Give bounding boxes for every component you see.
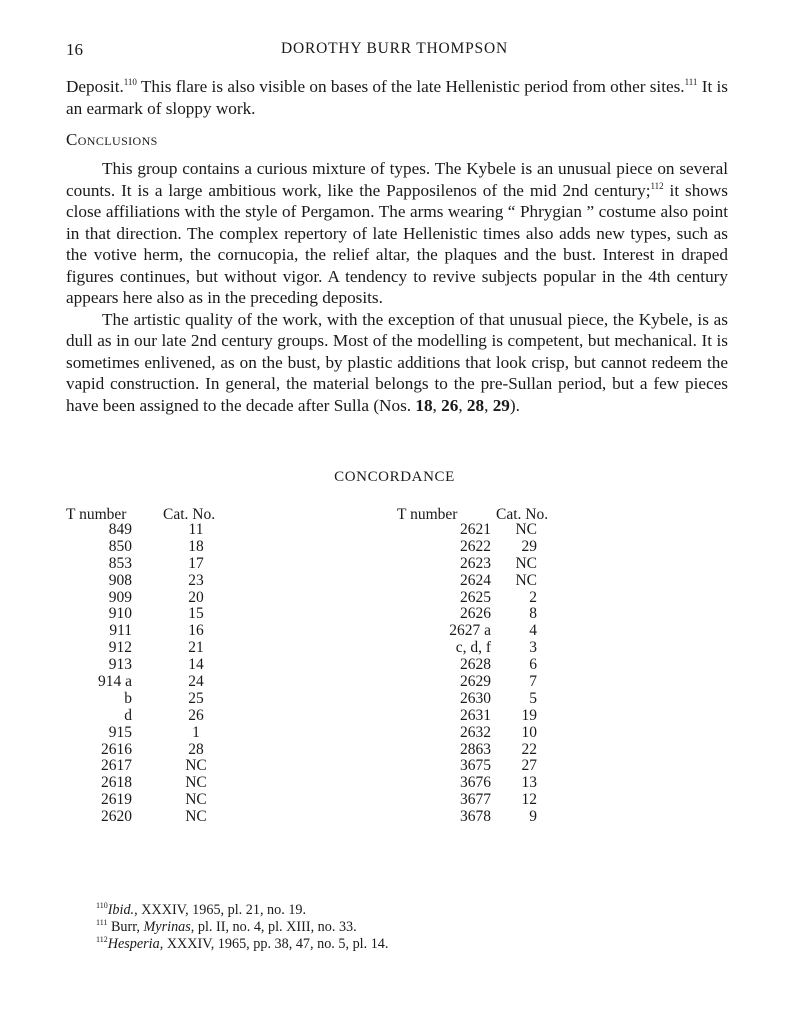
- separator: ,: [432, 395, 442, 415]
- page-number: 16: [66, 40, 83, 59]
- concordance-cat-no: 18: [188, 537, 204, 555]
- catalog-number: 26: [441, 395, 459, 415]
- footnote-number: 112: [96, 935, 108, 944]
- concordance-cat-no: 25: [188, 689, 204, 707]
- footnote-ref-111: 111: [684, 77, 698, 87]
- concordance-cat-no: 6: [529, 656, 537, 674]
- concordance-t-number: 911: [109, 622, 132, 640]
- conclusions-body: [66, 158, 728, 416]
- concordance-cat-no: 16: [188, 622, 204, 640]
- footnotes: [96, 902, 388, 953]
- footnote-number: 110: [96, 901, 108, 910]
- paragraph-continuation: [66, 76, 728, 119]
- catalog-number: 28: [466, 395, 485, 415]
- concordance-cat-no: 15: [188, 605, 204, 623]
- footnote-ref-112: 112: [650, 180, 664, 191]
- concordance-cat-no: 2: [529, 588, 537, 606]
- concordance-cat-no: 10: [521, 723, 537, 741]
- concordance-cat-no: 7: [529, 673, 537, 691]
- footnote-number: 111: [96, 918, 108, 927]
- paragraph-1: [66, 158, 728, 309]
- paragraph-text: This flare is also visible on bases of the late Hellenistic period from other sites.: [136, 77, 685, 96]
- concordance-t-number: 849: [108, 521, 132, 538]
- concordance-cat-no: NC: [185, 808, 207, 826]
- concordance-cat-no: 14: [188, 656, 204, 674]
- concordance-t-number: 914 a: [97, 673, 132, 691]
- concordance-cat-no: 13: [521, 774, 537, 792]
- concordance-cat-no: NC: [515, 571, 537, 589]
- right-header-cat-no: Cat. No.: [496, 506, 549, 523]
- paragraph-2: [66, 309, 728, 417]
- catalog-number: 18: [415, 395, 433, 415]
- concordance-cat-no: 4: [529, 622, 537, 640]
- concordance-t-number: 2622: [460, 537, 491, 555]
- concordance-t-number: 2620: [101, 808, 132, 826]
- footnote-text: Burr,: [107, 919, 144, 935]
- concordance-cat-no: 26: [188, 706, 204, 724]
- concordance-t-number: b: [124, 689, 132, 707]
- concordance-cat-no: 9: [529, 808, 537, 826]
- right-cat-no-column: [488, 522, 537, 826]
- right-header-t-number: T number: [397, 506, 458, 523]
- concordance-cat-no: NC: [515, 554, 537, 572]
- concordance-t-number: 2621: [460, 521, 491, 538]
- concordance-cat-no: 12: [521, 791, 537, 809]
- concordance-title: CONCORDANCE: [334, 469, 455, 485]
- running-head: DOROTHY BURR THOMPSON: [281, 40, 508, 57]
- concordance-cat-no: NC: [515, 521, 537, 538]
- concordance-cat-no: 3: [529, 639, 537, 657]
- concordance-t-number: 2629: [460, 673, 491, 691]
- concordance-t-number: 2626: [460, 605, 491, 623]
- concordance-t-number: 909: [108, 588, 132, 606]
- paragraph-text: Deposit.: [66, 77, 124, 96]
- concordance-t-number: 2625: [460, 588, 491, 606]
- concordance-cat-no: NC: [185, 791, 207, 809]
- concordance-t-number: 912: [108, 639, 132, 657]
- left-cat-no-column: [170, 522, 222, 826]
- footnote-text: , pl. II, no. 4, pl. XIII, no. 33.: [190, 919, 357, 935]
- concordance-cat-no: 28: [188, 740, 204, 758]
- concordance-t-number: 2631: [460, 706, 491, 724]
- footnote-110: [96, 902, 388, 919]
- concordance-t-number: 2618: [101, 774, 132, 792]
- concordance-t-number: 2630: [460, 689, 491, 707]
- concordance-t-number: 850: [108, 537, 132, 555]
- concordance-t-number: 2624: [460, 571, 491, 589]
- concordance-cat-no: 29: [521, 537, 537, 555]
- footnote-italic: Ibid.: [107, 902, 135, 918]
- paragraph-text: It is an earmark of sloppy work.: [66, 77, 728, 118]
- concordance-t-number: d: [124, 706, 132, 724]
- footnote-text: , XXXIV, 1965, pl. 21, no. 19.: [134, 902, 307, 918]
- concordance-t-number: c, d, f: [455, 639, 491, 657]
- footnote-111: [96, 919, 388, 936]
- concordance-t-number: 3677: [460, 791, 491, 809]
- concordance-cat-no: 27: [521, 757, 537, 775]
- separator: ,: [484, 395, 493, 415]
- concordance-t-number: 915: [108, 723, 132, 741]
- concordance-t-number: 2617: [101, 757, 132, 775]
- paragraph-end: ).: [509, 395, 520, 415]
- concordance-t-number: 2627 a: [449, 622, 491, 640]
- footnote-112: [96, 936, 388, 953]
- concordance-cat-no: NC: [185, 757, 207, 775]
- concordance-cat-no: 21: [188, 639, 204, 657]
- footnote-text: , XXXIV, 1965, pp. 38, 47, no. 5, pl. 14.: [159, 936, 389, 952]
- concordance-t-number: 3678: [460, 808, 491, 826]
- section-heading-conclusions: Conclusions: [66, 130, 158, 149]
- concordance-cat-no: NC: [185, 774, 207, 792]
- concordance-cat-no: 8: [529, 605, 537, 623]
- concordance-t-number: 3676: [460, 774, 491, 792]
- concordance-t-number: 913: [108, 656, 132, 674]
- concordance-cat-no: 22: [521, 740, 537, 758]
- paragraph-text: The artistic quality of the work, with the exception of that unusual piece, the Kybele, is as dull as in our late 2nd century groups. Most of the modelling is competent, but mechanical. It is sometimes enlivened, as on the bust, by plastic additions that look crisp, but cannot redeem the vapid construction. In general, the material belongs to the pre-Sullan period, but a few pieces have been assigned to the decade after Sulla (Nos.: [66, 309, 728, 415]
- concordance-t-number: 2863: [460, 740, 491, 758]
- left-t-number-column: [60, 522, 132, 826]
- concordance-t-number: 910: [108, 605, 132, 623]
- concordance-t-number: 2623: [460, 554, 491, 572]
- left-header-cat-no: Cat. No.: [163, 506, 216, 523]
- concordance-cat-no: 1: [192, 723, 200, 741]
- concordance-t-number: 2632: [460, 723, 491, 741]
- concordance-cat-no: 19: [521, 706, 537, 724]
- concordance-cat-no: 5: [529, 689, 537, 707]
- concordance-t-number: 3675: [460, 757, 491, 775]
- footnote-ref-110: 110: [123, 77, 137, 87]
- concordance-t-number: 908: [108, 571, 132, 589]
- concordance-cat-no: 17: [188, 554, 204, 572]
- concordance-cat-no: 11: [188, 521, 204, 538]
- footnote-italic: Hesperia: [107, 936, 160, 952]
- paragraph-text: it shows close affiliations with the style of Pergamon. The arms wearing “ Phrygian ” costume also point in that direction. The complex repertory of late Hellenistic times also adds new types, such as the votive herm, the cornucopia, the relief altar, the plaques and the bust. Interest in draped figures continues, but without vigor. A tendency to revive subjects popular in the 4th century appears here also as in the preceding deposits.: [66, 180, 728, 307]
- concordance-t-number: 2619: [101, 791, 132, 809]
- concordance-t-number: 2628: [460, 656, 491, 674]
- concordance-cat-no: 23: [188, 571, 204, 589]
- footnote-italic: Myrinas: [143, 919, 191, 935]
- paragraph-text: This group contains a curious mixture of types. The Kybele is an unusual piece on several counts. It is a large ambitious work, like the Papposilenos of the mid 2nd century;: [66, 159, 728, 200]
- left-header-t-number: T number: [66, 506, 127, 523]
- concordance-cat-no: 24: [188, 673, 204, 691]
- separator: ,: [458, 395, 467, 415]
- concordance-cat-no: 20: [188, 588, 204, 606]
- concordance-t-number: 853: [108, 554, 132, 572]
- catalog-number: 29: [492, 395, 510, 415]
- right-t-number-column: [392, 522, 491, 826]
- concordance-t-number: 2616: [101, 740, 132, 758]
